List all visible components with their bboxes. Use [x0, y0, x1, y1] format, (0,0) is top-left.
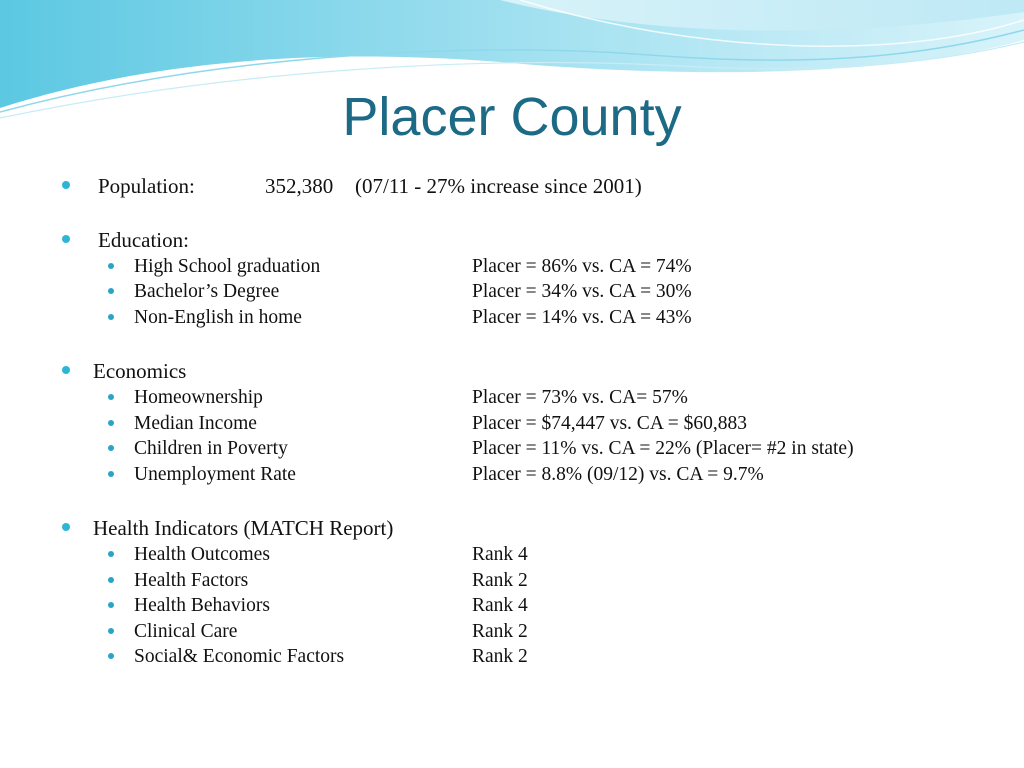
list-item-value: Placer = 11% vs. CA = 22% (Placer= #2 in state)	[472, 438, 854, 459]
list-item-value: Rank 4	[472, 544, 528, 565]
health-heading: Health Indicators (MATCH Report)	[93, 516, 394, 540]
sub-bullet-icon	[108, 445, 114, 451]
list-item-value: Rank 2	[472, 646, 528, 667]
list-item-value: Placer = 14% vs. CA = 43%	[472, 307, 692, 328]
education-heading: Education:	[98, 228, 189, 252]
list-item-value: Rank 4	[472, 595, 528, 616]
slide-title: Placer County	[342, 87, 682, 147]
list-item-label: Health Outcomes	[134, 544, 270, 565]
sub-bullet-icon	[108, 551, 114, 557]
list-item-label: Homeownership	[134, 387, 263, 408]
population-value: 352,380	[265, 174, 334, 198]
list-item-label: Non-English in home	[134, 307, 302, 328]
list-item-value: Placer = 8.8% (09/12) vs. CA = 9.7%	[472, 464, 764, 485]
list-item-label: Unemployment Rate	[134, 464, 296, 485]
sub-bullet-icon	[108, 602, 114, 608]
sub-bullet-icon	[108, 314, 114, 320]
sub-bullet-icon	[108, 288, 114, 294]
bullet-icon	[62, 523, 70, 531]
sub-bullet-icon	[108, 394, 114, 400]
list-item-label: Children in Poverty	[134, 438, 288, 459]
list-item-value: Placer = $74,447 vs. CA = $60,883	[472, 413, 747, 434]
bullet-icon	[62, 181, 70, 189]
list-item-label: Social& Economic Factors	[134, 646, 345, 667]
list-item-value: Rank 2	[472, 621, 528, 642]
sub-bullet-icon	[108, 471, 114, 477]
list-item-label: Median Income	[134, 413, 257, 434]
population-label: Population:	[98, 174, 195, 198]
list-item-label: Health Behaviors	[134, 595, 270, 616]
list-item-value: Rank 2	[472, 570, 528, 591]
sub-bullet-icon	[108, 577, 114, 583]
sub-bullet-icon	[108, 263, 114, 269]
list-item-value: Placer = 86% vs. CA = 74%	[472, 256, 692, 277]
population-note: (07/11 - 27% increase since 2001)	[355, 174, 642, 198]
list-item-label: Bachelor’s Degree	[134, 281, 280, 302]
bullet-icon	[62, 235, 70, 243]
list-item-label: High School graduation	[134, 256, 321, 277]
bullet-icon	[62, 366, 70, 374]
sub-bullet-icon	[108, 420, 114, 426]
list-item-value: Placer = 73% vs. CA= 57%	[472, 387, 688, 408]
economics-heading: Economics	[93, 359, 187, 383]
sub-bullet-icon	[108, 653, 114, 659]
list-item-label: Health Factors	[134, 570, 249, 591]
sub-bullet-icon	[108, 628, 114, 634]
list-item-label: Clinical Care	[134, 621, 238, 642]
list-item-value: Placer = 34% vs. CA = 30%	[472, 281, 692, 302]
